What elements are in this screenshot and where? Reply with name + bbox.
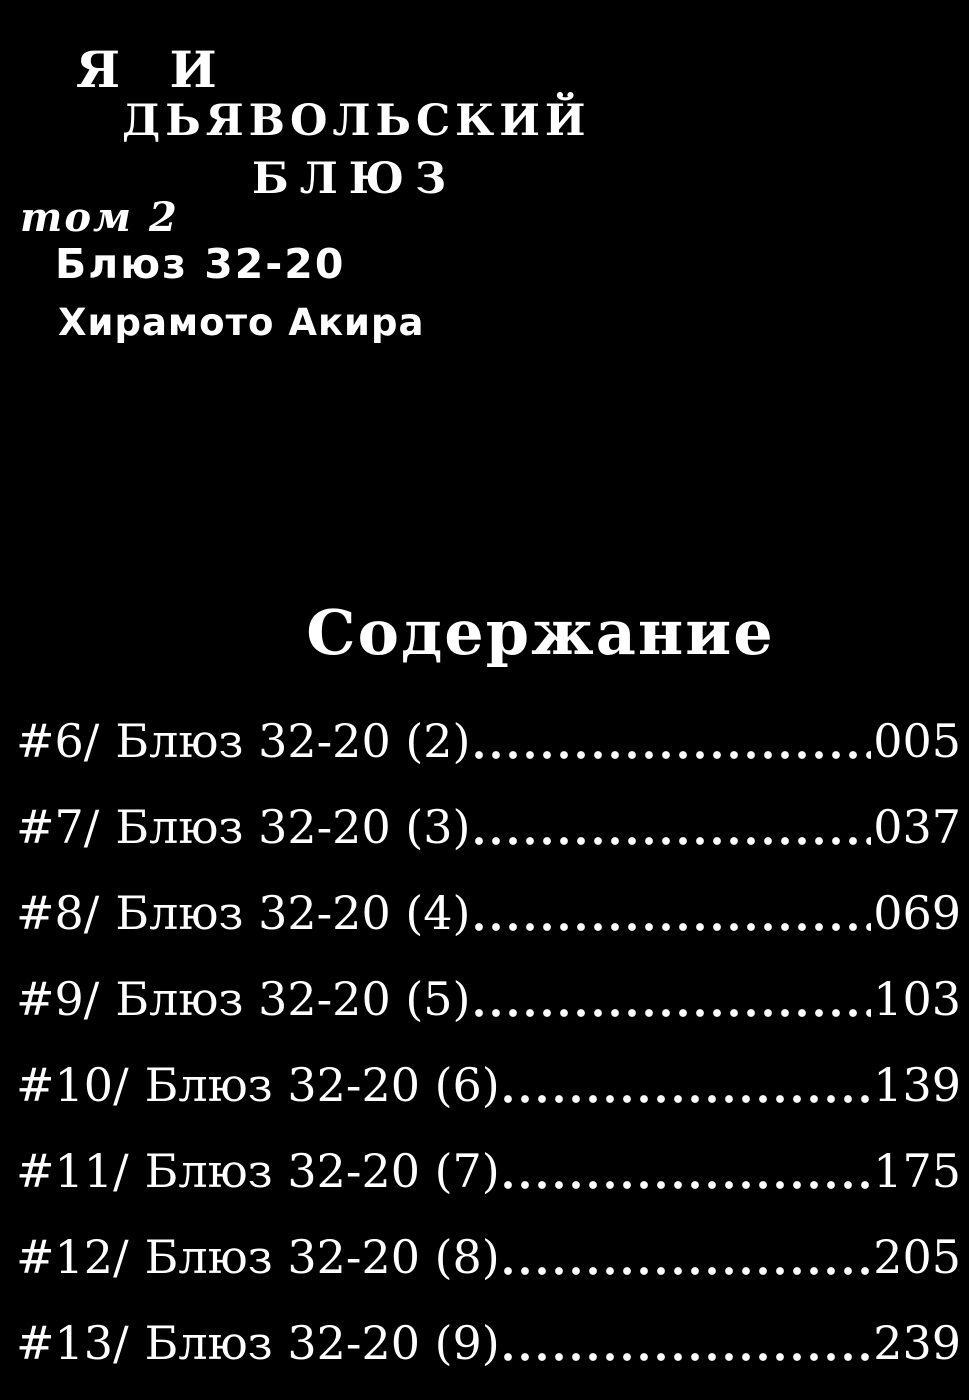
contents-list	[0, 698, 969, 1386]
series-title-line1: Я И	[76, 40, 233, 99]
chapter-number: #11/	[16, 1144, 129, 1198]
chapter-number: #12/	[16, 1230, 129, 1284]
chapter-number: #10/	[16, 1058, 129, 1112]
toc-entry	[0, 784, 969, 870]
dot-leader	[502, 1351, 871, 1363]
chapter-number: #13/	[16, 1316, 129, 1370]
page-number: 005	[873, 714, 961, 768]
toc-entry	[0, 1128, 969, 1214]
volume-subtitle: Блюз 32-20	[55, 240, 346, 288]
chapter-title: Блюз 32-20 (3)	[115, 800, 471, 854]
toc-entry	[0, 870, 969, 956]
chapter-title: Блюз 32-20 (6)	[144, 1058, 500, 1112]
page-number: 139	[873, 1058, 961, 1112]
page-number: 175	[873, 1144, 961, 1198]
volume-label: том 2	[20, 194, 179, 241]
dot-leader	[502, 1265, 871, 1277]
chapter-title: Блюз 32-20 (9)	[144, 1316, 500, 1370]
dot-leader	[473, 835, 872, 847]
dot-leader	[502, 1093, 871, 1105]
chapter-number: #6/	[16, 714, 100, 768]
chapter-number: #8/	[16, 886, 100, 940]
toc-entry	[0, 1042, 969, 1128]
series-title-line2: ДЬЯВОЛЬСКИЙ	[122, 96, 591, 146]
author-name: Хирамото Акира	[58, 301, 425, 344]
series-title-line3: БЛЮЗ	[252, 154, 458, 204]
chapter-title: Блюз 32-20 (2)	[115, 714, 471, 768]
toc-entry	[0, 1300, 969, 1386]
dot-leader	[473, 1007, 872, 1019]
chapter-title: Блюз 32-20 (4)	[115, 886, 471, 940]
toc-entry	[0, 1214, 969, 1300]
dot-leader	[473, 921, 872, 933]
chapter-title: Блюз 32-20 (7)	[144, 1144, 500, 1198]
dot-leader	[473, 749, 872, 761]
chapter-number: #7/	[16, 800, 100, 854]
page-number: 103	[873, 972, 961, 1026]
page-number: 239	[873, 1316, 961, 1370]
page-number: 037	[873, 800, 961, 854]
page-number: 069	[873, 886, 961, 940]
chapter-title: Блюз 32-20 (5)	[115, 972, 471, 1026]
chapter-title: Блюз 32-20 (8)	[144, 1230, 500, 1284]
toc-entry	[0, 698, 969, 784]
dot-leader	[502, 1179, 871, 1191]
contents-heading: Содержание	[306, 596, 775, 669]
chapter-number: #9/	[16, 972, 100, 1026]
toc-entry	[0, 956, 969, 1042]
page-number: 205	[873, 1230, 961, 1284]
